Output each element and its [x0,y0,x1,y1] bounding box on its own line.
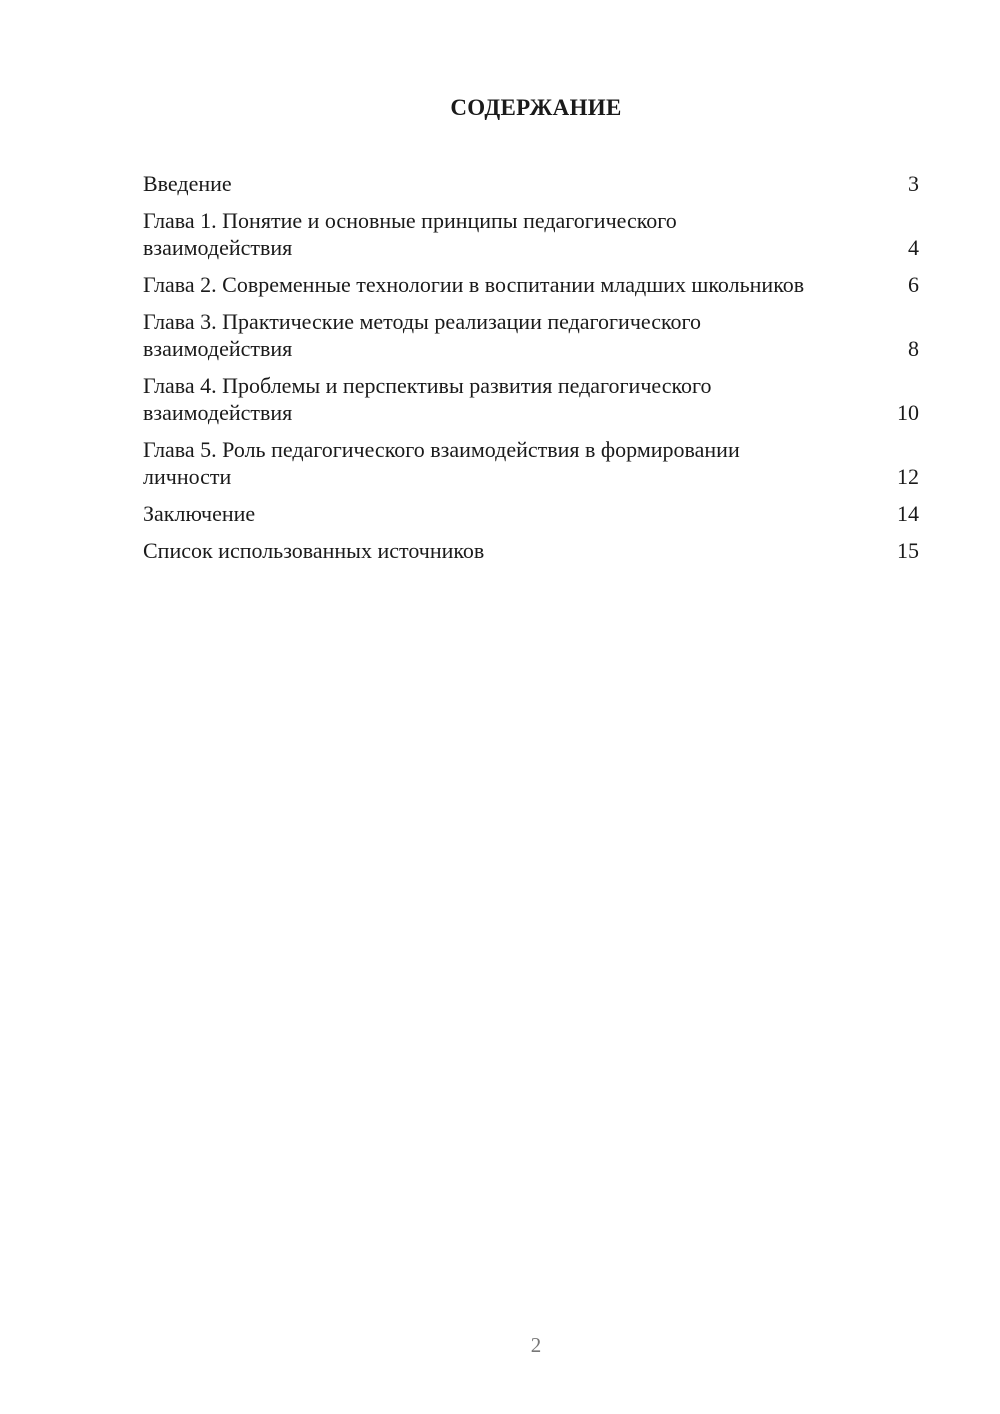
page-title: СОДЕРЖАНИЕ [450,95,622,120]
toc-entry-text: Глава 5. Роль педагогического взаимодействия в формировании личности [143,437,740,489]
table-of-contents [143,170,919,574]
toc-entry-page: 12 [897,464,919,489]
toc-entry-page: 14 [897,501,919,526]
toc-entry-chapter-5[interactable] [143,436,919,490]
toc-entry-introduction[interactable] [143,170,919,197]
toc-entry-text: Глава 1. Понятие и основные принципы педагогического взаимодействия [143,208,677,260]
toc-entry-page: 4 [908,235,919,260]
toc-entry-text: Глава 3. Практические методы реализации педагогического взаимодействия [143,309,702,361]
toc-entry-chapter-3[interactable] [143,308,919,362]
toc-entry-text: Заключение [143,501,256,526]
page-number: 2 [530,1333,542,1357]
toc-entry-chapter-2[interactable] [143,271,919,298]
toc-entry-page: 6 [908,272,919,297]
toc-entry-page: 10 [897,400,919,425]
toc-entry-page: 3 [908,171,919,196]
toc-entry-text: Список использованных источников [143,538,485,563]
toc-entry-chapter-1[interactable] [143,207,919,261]
toc-entry-references[interactable] [143,537,919,564]
toc-entry-conclusion[interactable] [143,500,919,527]
toc-entry-page: 8 [908,336,919,361]
toc-entry-text: Введение [143,171,232,196]
toc-entry-page: 15 [897,538,919,563]
toc-entry-chapter-4[interactable] [143,372,919,426]
toc-entry-text: Глава 2. Современные технологии в воспитании младших школьников [143,272,805,297]
toc-entry-text: Глава 4. Проблемы и перспективы развития педагогического взаимодействия [143,373,712,425]
